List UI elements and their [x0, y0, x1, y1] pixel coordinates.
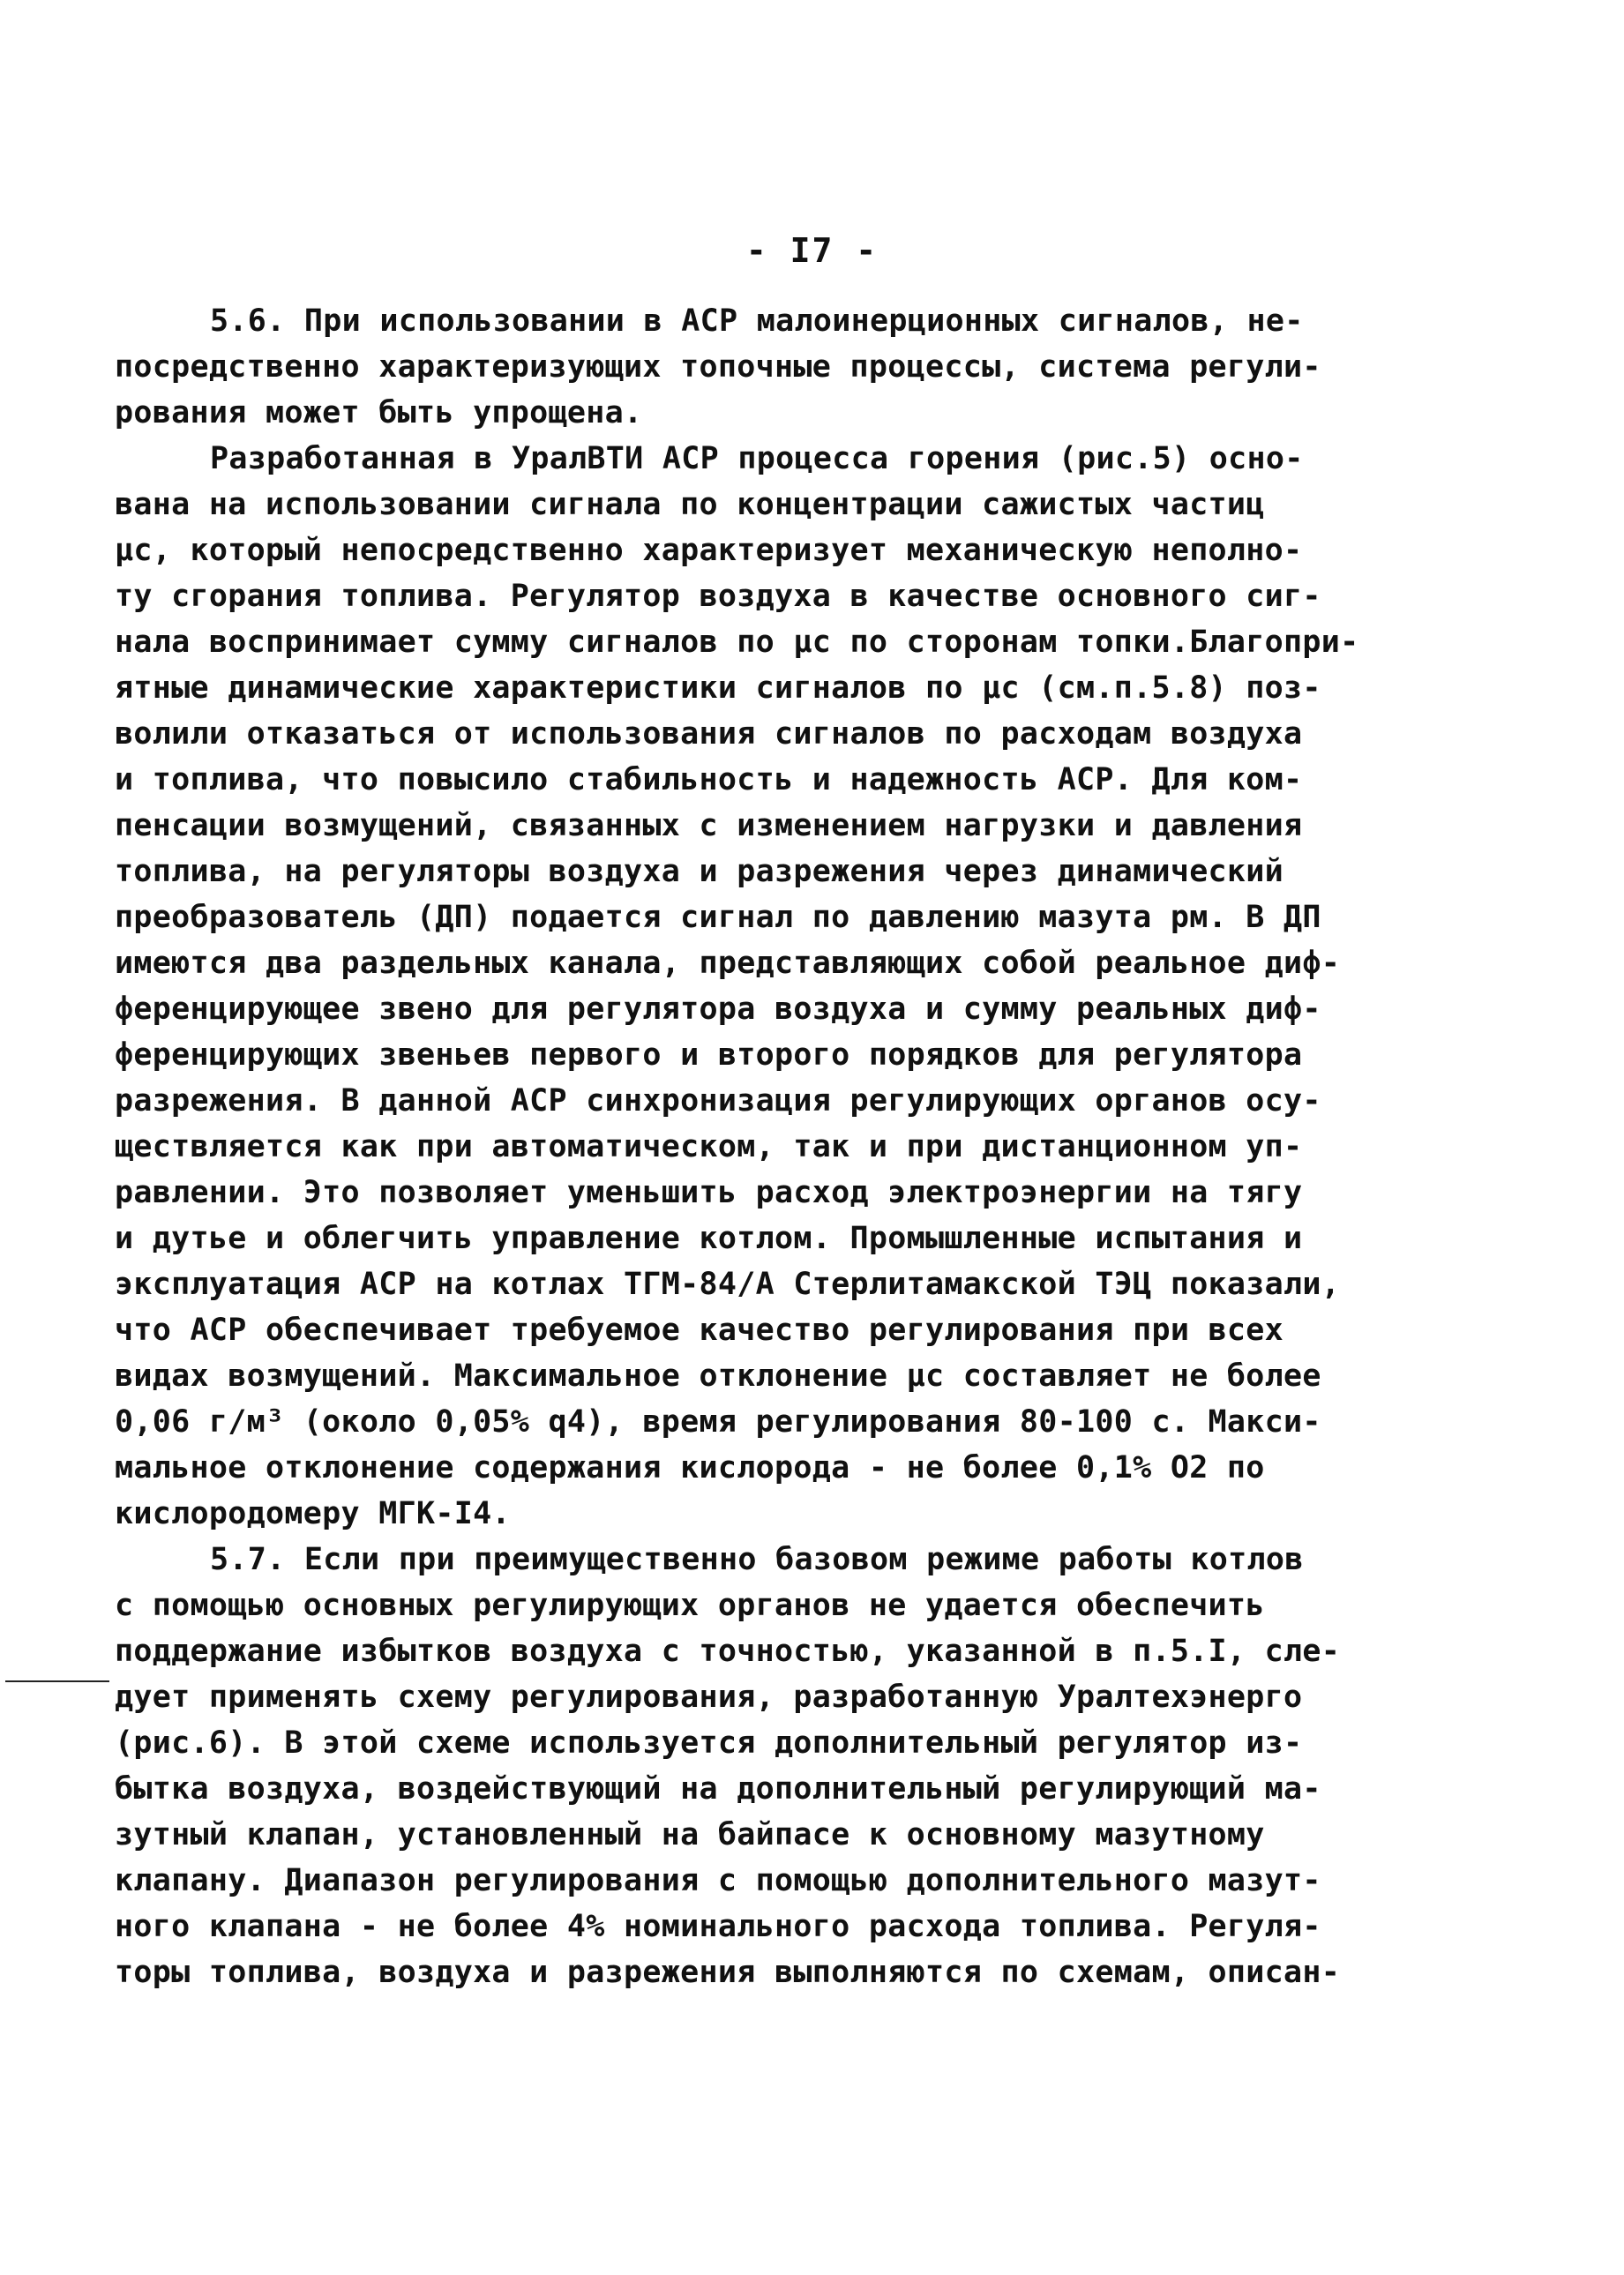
- text-line: волили отказаться от использования сигналов по расходам воздуха: [115, 716, 1303, 752]
- text-line: что АСР обеспечивает требуемое качество регулирования при всех: [115, 1313, 1284, 1348]
- text-line: 5.6. При использовании в АСР малоинерционных сигналов, не-: [210, 303, 1304, 339]
- text-line: поддержание избытков воздуха с точностью, указанной в п.5.I, сле-: [115, 1634, 1341, 1669]
- text-line: кислородомеру МГК-I4.: [115, 1496, 511, 1531]
- text-line: видах возмущений. Максимальное отклонение μс составляет не более: [115, 1358, 1321, 1394]
- text-line: (рис.6). В этой схеме используется дополнительный регулятор из-: [115, 1725, 1303, 1761]
- text-line: ного клапана - не более 4% номинального расхода топлива. Регуля-: [115, 1909, 1321, 1944]
- text-line: Разработанная в УралВТИ АСР процесса горения (рис.5) осно-: [210, 441, 1304, 476]
- margin-rule: [5, 1680, 109, 1682]
- page-number: - I7 -: [745, 231, 879, 270]
- text-line: и топлива, что повысило стабильность и надежность АСР. Для ком-: [115, 762, 1303, 797]
- text-line: преобразователь (ДП) подается сигнал по давлению мазута pм. В ДП: [115, 900, 1321, 935]
- text-line: имеются два раздельных канала, представляющих собой реальное диф-: [115, 946, 1341, 981]
- text-line: рования может быть упрощена.: [115, 395, 643, 430]
- text-line: вана на использовании сигнала по концентрации сажистых частиц: [115, 487, 1265, 522]
- text-line: клапану. Диапазон регулирования с помощью дополнительного мазут-: [115, 1863, 1321, 1898]
- text-line: с помощью основных регулирующих органов не удается обеспечить: [115, 1588, 1265, 1623]
- text-line: ференцирующих звеньев первого и второго порядков для регулятора: [115, 1037, 1303, 1073]
- text-line: дует применять схему регулирования, разработанную Уралтехэнерго: [115, 1680, 1303, 1715]
- text-line: зутный клапан, установленный на байпасе к основному мазутному: [115, 1817, 1265, 1852]
- text-line: пенсации возмущений, связанных с изменением нагрузки и давления: [115, 808, 1303, 843]
- text-line: ществляется как при автоматическом, так и при дистанционном уп-: [115, 1129, 1303, 1164]
- text-line: равлении. Это позволяет уменьшить расход электроэнергии на тягу: [115, 1175, 1303, 1210]
- text-line: 0,06 г/м³ (около 0,05% q4), время регулирования 80-100 с. Макси-: [115, 1404, 1321, 1440]
- text-line: топлива, на регуляторы воздуха и разрежения через динамический: [115, 854, 1284, 889]
- text-line: эксплуатация АСР на котлах ТГМ-84/А Стерлитамакской ТЭЦ показали,: [115, 1267, 1341, 1302]
- text-line: бытка воздуха, воздействующий на дополнительный регулирующий ма-: [115, 1771, 1321, 1807]
- text-line: торы топлива, воздуха и разрежения выполняются по схемам, описан-: [115, 1955, 1341, 1990]
- text-line: и дутье и облегчить управление котлом. Промышленные испытания и: [115, 1221, 1303, 1256]
- text-line: ятные динамические характеристики сигналов по μс (см.п.5.8) поз-: [115, 670, 1321, 706]
- text-line: нала воспринимает сумму сигналов по μс по сторонам топки.Благопри-: [115, 625, 1359, 660]
- text-line: ференцирующее звено для регулятора воздуха и сумму реальных диф-: [115, 992, 1321, 1027]
- text-line: ту сгорания топлива. Регулятор воздуха в качестве основного сиг-: [115, 579, 1321, 614]
- text-line: 5.7. Если при преимущественно базовом режиме работы котлов: [210, 1542, 1304, 1577]
- text-line: мальное отклонение содержания кислорода - не более 0,1% O2 по: [115, 1450, 1265, 1485]
- text-line: посредственно характеризующих топочные процессы, система регули-: [115, 349, 1321, 385]
- text-line: разрежения. В данной АСР синхронизация регулирующих органов осу-: [115, 1083, 1321, 1119]
- text-line: μс, который непосредственно характеризует механическую неполно-: [115, 533, 1303, 568]
